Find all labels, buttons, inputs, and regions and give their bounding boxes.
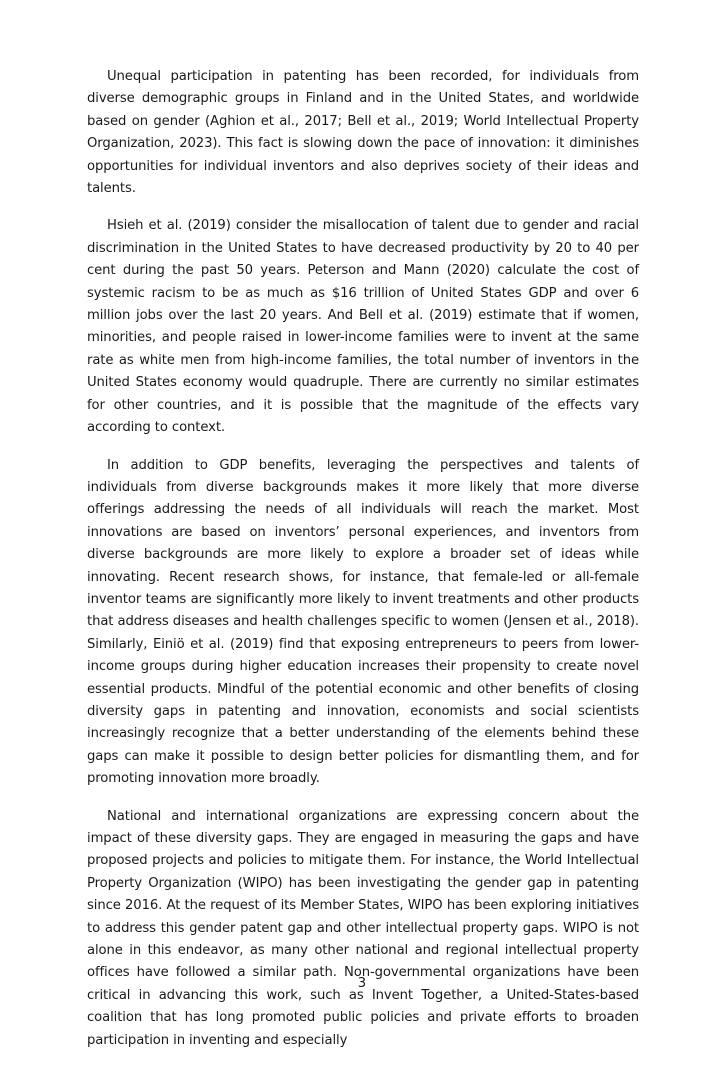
paragraph-misallocation-of-talent: Hsieh et al. (2019) consider the misallocation of talent due to gender and racial discrimination in the United States to have decreased productivity by 20 to 40 per cent during the past 50 years. Peterson and Mann (2020) calculate the cost of systemic racism to be as much as $16 trillion of United States GDP and over 6 million jobs over the last 20 years. And Bell et al. (2019) estimate that if women, minorities, and people raised in lower-income families were to invent at the same rate as white men from high-income families, the total number of inventors in the United States economy would quadruple. There are currently no similar estimates for other countries, and it is possible that the magnitude of the effects vary according to context. — [87, 218, 639, 436]
document-body — [87, 66, 639, 1067]
paragraph-organizations-concern: National and international organizations are expressing concern about the impact of these diversity gaps. They are engaged in measuring the gaps and have proposed projects and policies to mitigate them. For instance, the World Intellectual Property Organization (WIPO) has been investigating the gender gap in patenting since 2016. At the request of its Member States, WIPO has been exploring initiatives to address this gender patent gap and other intellectual property gaps. WIPO is not alone in this endeavor, as many other national and regional intellectual property offices have followed a similar path. Non-governmental organizations have been critical in advancing this work, such as Invent Together, a United-States-based coalition that has long promoted public policies and private efforts to broaden participation in inventing and especially — [87, 808, 639, 1048]
paragraph-unequal-participation: Unequal participation in patenting has been recorded, for individuals from diverse demographic groups in Finland and in the United States, and worldwide based on gender (Aghion et al., 2017; Bell et al., 2019; World Intellectual Property Organization, 2023). This fact is slowing down the pace of innovation: it diminishes opportunities for individual inventors and also deprives society of their ideas and talents. — [87, 69, 639, 197]
page-number: 3 — [357, 976, 367, 991]
paragraph-gdp-benefits: In addition to GDP benefits, leveraging the perspectives and talents of individuals from diverse backgrounds makes it more likely that more diverse offerings addressing the needs of all individuals will reach the market. Most innovations are based on inventors’ personal experiences, and inventors from diverse backgrounds are more likely to explore a broader set of ideas while innovating. Recent research shows, for instance, that female-led or all-female inventor teams are significantly more likely to invent treatments and other products that address diseases and health challenges specific to women (Jensen et al., 2018). Similarly, Einiö et al. (2019) find that exposing entrepreneurs to peers from lower-income groups during higher education increases their propensity to create novel essential products. Mindful of the potential economic and other benefits of closing diversity gaps in patenting and innovation, economists and social scientists increasingly recognize that a better understanding of the elements behind these gaps can make it possible to design better policies for dismantling them, and for promoting innovation more broadly. — [87, 457, 639, 787]
